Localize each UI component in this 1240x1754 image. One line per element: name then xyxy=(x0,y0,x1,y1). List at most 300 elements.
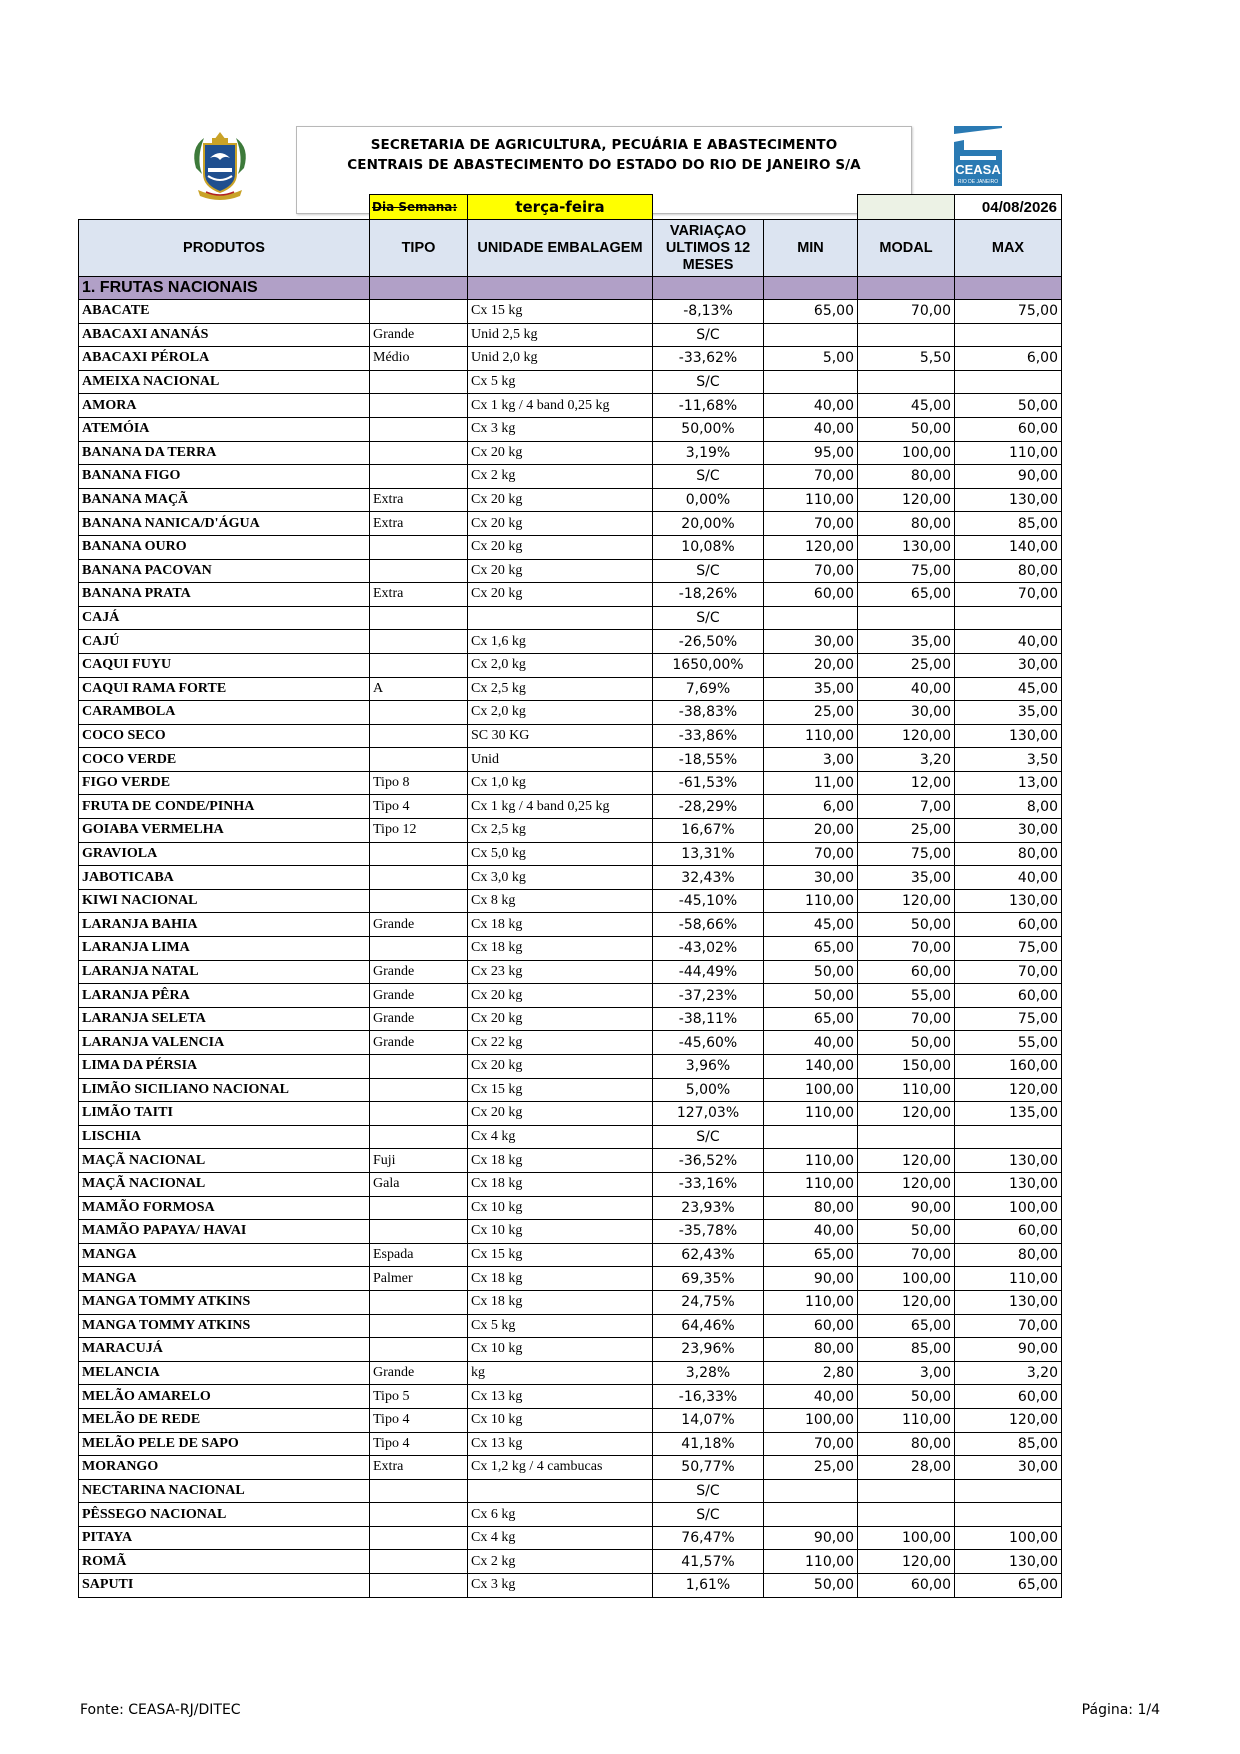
product-unit: Cx 18 kg xyxy=(468,1267,653,1291)
product-type xyxy=(370,1055,468,1079)
product-type xyxy=(370,1125,468,1149)
price-modal: 85,00 xyxy=(858,1338,955,1362)
price-max: 80,00 xyxy=(955,842,1062,866)
price-max: 130,00 xyxy=(955,889,1062,913)
product-type: Extra xyxy=(370,512,468,536)
price-variation: 20,00% xyxy=(653,512,764,536)
price-modal: 80,00 xyxy=(858,1432,955,1456)
table-row xyxy=(79,300,1062,324)
price-max: 60,00 xyxy=(955,417,1062,441)
price-modal: 60,00 xyxy=(858,960,955,984)
price-variation: S/C xyxy=(653,370,764,394)
date-spacer-cell xyxy=(858,195,955,220)
product-unit: Unid 2,0 kg xyxy=(468,347,653,371)
price-variation: 76,47% xyxy=(653,1526,764,1550)
price-variation: S/C xyxy=(653,1479,764,1503)
price-variation: -18,55% xyxy=(653,748,764,772)
table-row xyxy=(79,1385,1062,1409)
product-unit: Cx 23 kg xyxy=(468,960,653,984)
price-modal xyxy=(858,606,955,630)
price-min xyxy=(764,1503,858,1527)
price-min: 65,00 xyxy=(764,937,858,961)
product-unit: Cx 15 kg xyxy=(468,1243,653,1267)
price-variation: 3,19% xyxy=(653,441,764,465)
product-name: LARANJA VALENCIA xyxy=(79,1031,370,1055)
product-name: CAJÚ xyxy=(79,630,370,654)
product-unit: Cx 1,2 kg / 4 cambucas xyxy=(468,1456,653,1480)
table-row xyxy=(79,1007,1062,1031)
product-name: BANANA FIGO xyxy=(79,465,370,489)
price-max: 3,50 xyxy=(955,748,1062,772)
product-name: ABACATE xyxy=(79,300,370,324)
table-row xyxy=(79,1503,1062,1527)
price-min: 60,00 xyxy=(764,583,858,607)
product-name: COCO SECO xyxy=(79,724,370,748)
price-max: 70,00 xyxy=(955,583,1062,607)
product-name: MORANGO xyxy=(79,1456,370,1480)
price-min xyxy=(764,1479,858,1503)
product-unit: Cx 18 kg xyxy=(468,1172,653,1196)
product-name: AMEIXA NACIONAL xyxy=(79,370,370,394)
product-type xyxy=(370,417,468,441)
product-type xyxy=(370,535,468,559)
product-type: Tipo 5 xyxy=(370,1385,468,1409)
price-max: 40,00 xyxy=(955,866,1062,890)
col-header-modal: MODAL xyxy=(858,220,955,277)
table-row xyxy=(79,653,1062,677)
product-unit: Cx 2,0 kg xyxy=(468,653,653,677)
product-name: MELÃO PELE DE SAPO xyxy=(79,1432,370,1456)
price-max xyxy=(955,370,1062,394)
price-max: 30,00 xyxy=(955,1456,1062,1480)
price-modal: 120,00 xyxy=(858,488,955,512)
price-min: 50,00 xyxy=(764,1574,858,1598)
ceasa-logo-subtext: RIO DE JANEIRO xyxy=(957,179,999,185)
price-max: 35,00 xyxy=(955,701,1062,725)
price-variation: S/C xyxy=(653,606,764,630)
product-name: LARANJA LIMA xyxy=(79,937,370,961)
product-name: BANANA PACOVAN xyxy=(79,559,370,583)
table-row xyxy=(79,370,1062,394)
day-value: terça-feira xyxy=(468,195,653,220)
product-unit: Cx 10 kg xyxy=(468,1408,653,1432)
table-row xyxy=(79,1220,1062,1244)
product-type: Tipo 4 xyxy=(370,1432,468,1456)
price-variation: 7,69% xyxy=(653,677,764,701)
price-min: 110,00 xyxy=(764,1149,858,1173)
price-max: 85,00 xyxy=(955,1432,1062,1456)
table-row xyxy=(79,889,1062,913)
price-variation: 23,96% xyxy=(653,1338,764,1362)
price-modal: 100,00 xyxy=(858,441,955,465)
price-variation: -8,13% xyxy=(653,300,764,324)
product-name: FRUTA DE CONDE/PINHA xyxy=(79,795,370,819)
price-max: 40,00 xyxy=(955,630,1062,654)
product-type: Fuji xyxy=(370,1149,468,1173)
price-modal: 50,00 xyxy=(858,417,955,441)
table-row xyxy=(79,1408,1062,1432)
price-variation: 64,46% xyxy=(653,1314,764,1338)
product-name: CARAMBOLA xyxy=(79,701,370,725)
price-modal xyxy=(858,370,955,394)
price-modal: 120,00 xyxy=(858,724,955,748)
col-header-tipo: TIPO xyxy=(370,220,468,277)
table-row xyxy=(79,1172,1062,1196)
product-unit: Cx 5 kg xyxy=(468,1314,653,1338)
price-min: 70,00 xyxy=(764,465,858,489)
product-unit: Cx 20 kg xyxy=(468,512,653,536)
price-modal: 150,00 xyxy=(858,1055,955,1079)
price-max: 75,00 xyxy=(955,937,1062,961)
price-variation: -26,50% xyxy=(653,630,764,654)
column-header-row xyxy=(79,220,1062,277)
product-name: MAMÃO PAPAYA/ HAVAI xyxy=(79,1220,370,1244)
product-type xyxy=(370,630,468,654)
product-unit: Cx 10 kg xyxy=(468,1196,653,1220)
price-max: 130,00 xyxy=(955,724,1062,748)
price-min: 40,00 xyxy=(764,1031,858,1055)
price-variation: 10,08% xyxy=(653,535,764,559)
price-min: 40,00 xyxy=(764,417,858,441)
product-type xyxy=(370,370,468,394)
price-modal: 75,00 xyxy=(858,559,955,583)
product-name: NECTARINA NACIONAL xyxy=(79,1479,370,1503)
state-seal-icon xyxy=(186,128,254,204)
product-type xyxy=(370,559,468,583)
price-min xyxy=(764,606,858,630)
product-name: LISCHIA xyxy=(79,1125,370,1149)
price-variation: 16,67% xyxy=(653,819,764,843)
price-variation: -33,16% xyxy=(653,1172,764,1196)
price-min: 110,00 xyxy=(764,1550,858,1574)
price-modal: 25,00 xyxy=(858,653,955,677)
product-type xyxy=(370,1479,468,1503)
product-unit: Cx 2,0 kg xyxy=(468,701,653,725)
table-row xyxy=(79,394,1062,418)
product-type xyxy=(370,1550,468,1574)
price-table xyxy=(78,194,1062,1598)
price-min: 3,00 xyxy=(764,748,858,772)
table-row xyxy=(79,1031,1062,1055)
table-row xyxy=(79,1125,1062,1149)
ceasa-logo xyxy=(954,126,1002,186)
price-variation: 41,18% xyxy=(653,1432,764,1456)
price-max: 13,00 xyxy=(955,771,1062,795)
price-variation: -18,26% xyxy=(653,583,764,607)
table-row xyxy=(79,748,1062,772)
price-variation: -43,02% xyxy=(653,937,764,961)
price-variation: -38,11% xyxy=(653,1007,764,1031)
product-type: Tipo 4 xyxy=(370,1408,468,1432)
price-variation: -33,86% xyxy=(653,724,764,748)
price-modal: 70,00 xyxy=(858,1243,955,1267)
price-max: 130,00 xyxy=(955,1149,1062,1173)
product-name: LARANJA SELETA xyxy=(79,1007,370,1031)
product-unit: Cx 15 kg xyxy=(468,1078,653,1102)
product-type: Tipo 12 xyxy=(370,819,468,843)
product-unit: Cx 20 kg xyxy=(468,1007,653,1031)
product-unit: Cx 10 kg xyxy=(468,1220,653,1244)
day-label: Dia Semana: xyxy=(370,195,468,220)
table-row xyxy=(79,1078,1062,1102)
price-modal: 70,00 xyxy=(858,937,955,961)
product-unit: Cx 2,5 kg xyxy=(468,677,653,701)
price-variation: S/C xyxy=(653,1503,764,1527)
company-title: CENTRAIS DE ABASTECIMENTO DO ESTADO DO RIO DE JANEIRO S/A xyxy=(347,157,861,173)
price-min: 110,00 xyxy=(764,724,858,748)
product-name: MAÇÃ NACIONAL xyxy=(79,1149,370,1173)
price-variation: S/C xyxy=(653,465,764,489)
product-unit: kg xyxy=(468,1361,653,1385)
product-type: Grande xyxy=(370,960,468,984)
price-min: 2,80 xyxy=(764,1361,858,1385)
product-unit: Cx 18 kg xyxy=(468,937,653,961)
table-row xyxy=(79,1432,1062,1456)
price-max: 120,00 xyxy=(955,1408,1062,1432)
product-type xyxy=(370,300,468,324)
product-name: LIMA DA PÉRSIA xyxy=(79,1055,370,1079)
price-variation: 14,07% xyxy=(653,1408,764,1432)
product-unit: Cx 1,0 kg xyxy=(468,771,653,795)
table-row xyxy=(79,488,1062,512)
price-min xyxy=(764,1125,858,1149)
footer-page-number: Página: 1/4 xyxy=(1081,1702,1160,1718)
price-min: 45,00 xyxy=(764,913,858,937)
table-row xyxy=(79,1338,1062,1362)
product-name: MANGA TOMMY ATKINS xyxy=(79,1290,370,1314)
product-type: Extra xyxy=(370,488,468,512)
price-max xyxy=(955,1125,1062,1149)
price-modal: 7,00 xyxy=(858,795,955,819)
price-max: 100,00 xyxy=(955,1196,1062,1220)
price-modal: 50,00 xyxy=(858,1220,955,1244)
price-variation: S/C xyxy=(653,559,764,583)
product-unit: Cx 20 kg xyxy=(468,441,653,465)
price-modal: 130,00 xyxy=(858,535,955,559)
price-modal: 120,00 xyxy=(858,1172,955,1196)
price-max: 60,00 xyxy=(955,1220,1062,1244)
price-variation: 41,57% xyxy=(653,1550,764,1574)
price-max: 70,00 xyxy=(955,1314,1062,1338)
price-modal: 55,00 xyxy=(858,984,955,1008)
product-name: BANANA DA TERRA xyxy=(79,441,370,465)
table-row xyxy=(79,913,1062,937)
price-max xyxy=(955,1479,1062,1503)
product-unit: Cx 1 kg / 4 band 0,25 kg xyxy=(468,394,653,418)
price-min: 95,00 xyxy=(764,441,858,465)
col-header-produtos: PRODUTOS xyxy=(79,220,370,277)
product-name: MANGA xyxy=(79,1267,370,1291)
table-row xyxy=(79,1267,1062,1291)
col-header-unidade: UNIDADE EMBALAGEM xyxy=(468,220,653,277)
product-name: MARACUJÁ xyxy=(79,1338,370,1362)
product-unit: Cx 2,5 kg xyxy=(468,819,653,843)
price-min: 50,00 xyxy=(764,960,858,984)
product-type xyxy=(370,1078,468,1102)
price-variation: 1650,00% xyxy=(653,653,764,677)
price-max: 85,00 xyxy=(955,512,1062,536)
price-modal: 50,00 xyxy=(858,913,955,937)
col-header-variacao: VARIAÇAO ULTIMOS 12 MESES xyxy=(653,220,764,277)
price-min: 40,00 xyxy=(764,394,858,418)
product-unit: Cx 13 kg xyxy=(468,1432,653,1456)
price-max: 65,00 xyxy=(955,1574,1062,1598)
product-type xyxy=(370,1220,468,1244)
price-modal: 120,00 xyxy=(858,1149,955,1173)
price-modal: 3,00 xyxy=(858,1361,955,1385)
table-row xyxy=(79,347,1062,371)
product-unit: Cx 3,0 kg xyxy=(468,866,653,890)
price-variation: -45,10% xyxy=(653,889,764,913)
price-min: 70,00 xyxy=(764,512,858,536)
table-row xyxy=(79,771,1062,795)
product-type: Grande xyxy=(370,323,468,347)
product-unit: Cx 3 kg xyxy=(468,417,653,441)
table-row xyxy=(79,819,1062,843)
price-max: 130,00 xyxy=(955,1172,1062,1196)
price-variation: -44,49% xyxy=(653,960,764,984)
table-row xyxy=(79,937,1062,961)
product-unit: Cx 20 kg xyxy=(468,488,653,512)
product-name: MANGA TOMMY ATKINS xyxy=(79,1314,370,1338)
table-row xyxy=(79,677,1062,701)
product-type: A xyxy=(370,677,468,701)
price-variation: S/C xyxy=(653,1125,764,1149)
price-modal xyxy=(858,323,955,347)
price-variation: 50,00% xyxy=(653,417,764,441)
price-variation: 127,03% xyxy=(653,1102,764,1126)
price-variation: -58,66% xyxy=(653,913,764,937)
price-min: 6,00 xyxy=(764,795,858,819)
table-row xyxy=(79,630,1062,654)
price-min: 40,00 xyxy=(764,1220,858,1244)
product-unit xyxy=(468,606,653,630)
price-max: 3,20 xyxy=(955,1361,1062,1385)
price-max: 130,00 xyxy=(955,1290,1062,1314)
product-type: Extra xyxy=(370,1456,468,1480)
price-modal: 50,00 xyxy=(858,1385,955,1409)
price-max: 160,00 xyxy=(955,1055,1062,1079)
price-variation: 0,00% xyxy=(653,488,764,512)
price-max: 6,00 xyxy=(955,347,1062,371)
product-type: Tipo 8 xyxy=(370,771,468,795)
price-variation: 1,61% xyxy=(653,1574,764,1598)
price-modal xyxy=(858,1125,955,1149)
price-min: 110,00 xyxy=(764,1172,858,1196)
price-min: 60,00 xyxy=(764,1314,858,1338)
price-modal: 120,00 xyxy=(858,1550,955,1574)
product-name: LARANJA BAHIA xyxy=(79,913,370,937)
product-unit: Cx 13 kg xyxy=(468,1385,653,1409)
price-max xyxy=(955,323,1062,347)
table-row xyxy=(79,701,1062,725)
price-modal: 80,00 xyxy=(858,465,955,489)
price-variation: -61,53% xyxy=(653,771,764,795)
price-variation: 3,28% xyxy=(653,1361,764,1385)
table-row xyxy=(79,417,1062,441)
product-unit: Cx 20 kg xyxy=(468,1102,653,1126)
product-unit: SC 30 KG xyxy=(468,724,653,748)
product-type xyxy=(370,1290,468,1314)
product-unit: Cx 5 kg xyxy=(468,370,653,394)
price-variation: 3,96% xyxy=(653,1055,764,1079)
product-type xyxy=(370,653,468,677)
price-min: 11,00 xyxy=(764,771,858,795)
table-row xyxy=(79,1526,1062,1550)
product-name: BANANA OURO xyxy=(79,535,370,559)
product-name: MAÇÃ NACIONAL xyxy=(79,1172,370,1196)
price-modal: 28,00 xyxy=(858,1456,955,1480)
price-max: 110,00 xyxy=(955,1267,1062,1291)
product-type xyxy=(370,889,468,913)
product-name: MELANCIA xyxy=(79,1361,370,1385)
price-max: 130,00 xyxy=(955,1550,1062,1574)
product-name: GOIABA VERMELHA xyxy=(79,819,370,843)
price-min: 65,00 xyxy=(764,300,858,324)
table-row xyxy=(79,535,1062,559)
price-min: 100,00 xyxy=(764,1078,858,1102)
price-modal: 75,00 xyxy=(858,842,955,866)
table-row xyxy=(79,866,1062,890)
product-type xyxy=(370,1196,468,1220)
price-min: 65,00 xyxy=(764,1007,858,1031)
table-row xyxy=(79,984,1062,1008)
table-row xyxy=(79,323,1062,347)
product-unit: Cx 8 kg xyxy=(468,889,653,913)
product-type: Médio xyxy=(370,347,468,371)
price-max: 60,00 xyxy=(955,913,1062,937)
table-row xyxy=(79,559,1062,583)
table-row xyxy=(79,441,1062,465)
table-row xyxy=(79,842,1062,866)
product-unit: Cx 3 kg xyxy=(468,1574,653,1598)
section-row xyxy=(79,277,1062,300)
price-min: 90,00 xyxy=(764,1526,858,1550)
price-variation: 32,43% xyxy=(653,866,764,890)
table-row xyxy=(79,512,1062,536)
price-variation: -37,23% xyxy=(653,984,764,1008)
product-type xyxy=(370,1338,468,1362)
price-min: 100,00 xyxy=(764,1408,858,1432)
product-name: LARANJA PÊRA xyxy=(79,984,370,1008)
price-min: 120,00 xyxy=(764,535,858,559)
product-type: Gala xyxy=(370,1172,468,1196)
product-type xyxy=(370,701,468,725)
product-name: MANGA xyxy=(79,1243,370,1267)
price-min: 140,00 xyxy=(764,1055,858,1079)
product-unit: Cx 1 kg / 4 band 0,25 kg xyxy=(468,795,653,819)
day-row xyxy=(79,195,1062,220)
product-unit xyxy=(468,1479,653,1503)
col-header-min: MIN xyxy=(764,220,858,277)
price-max: 75,00 xyxy=(955,300,1062,324)
product-type xyxy=(370,724,468,748)
product-unit: Cx 15 kg xyxy=(468,300,653,324)
price-variation: 13,31% xyxy=(653,842,764,866)
price-modal: 5,50 xyxy=(858,347,955,371)
table-row xyxy=(79,1456,1062,1480)
product-name: AMORA xyxy=(79,394,370,418)
product-type xyxy=(370,1526,468,1550)
ceasa-logo-text: CEASA xyxy=(955,162,1001,177)
product-type: Extra xyxy=(370,583,468,607)
product-type xyxy=(370,606,468,630)
product-name: BANANA PRATA xyxy=(79,583,370,607)
table-row xyxy=(79,1361,1062,1385)
price-modal: 3,20 xyxy=(858,748,955,772)
price-min: 40,00 xyxy=(764,1385,858,1409)
price-variation: 62,43% xyxy=(653,1243,764,1267)
